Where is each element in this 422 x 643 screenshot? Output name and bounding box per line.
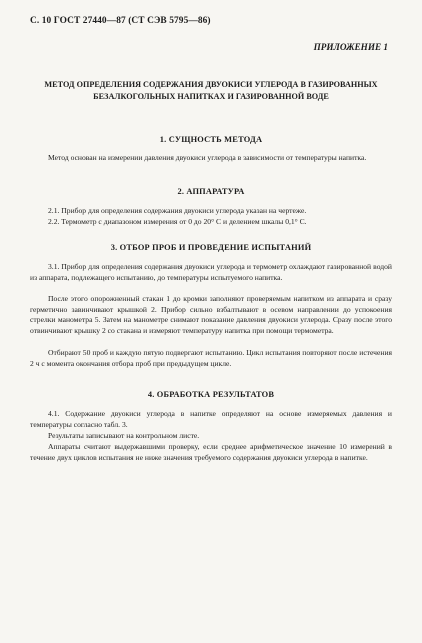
section-3-para-1: 3.1. Прибор для определения содержания двуокиси углерода и термометр охлаждают газированной водой из аппарата, подлежащего испытанию, до температуры испытуемого напитка. (30, 262, 392, 282)
section-2-para-1: 2.1. Прибор для определения содержания двуокиси углерода указан на чертеже. (48, 206, 307, 215)
section-3-para-2: После этого опорожненный стакан 1 до кромки заполняют проверяемым напитком из аппарата и сразу герметично завинчивают крышкой 2. Прибор сильно взбалтывают в осевом направлении до успокоения стрелки манометра 5. Затем на манометре снимают показание давления двуокиси углерода. Сразу после этого отвинчивают крышку 2 со стакана и измеряют температуру напитка при помощи термометра. (30, 294, 392, 335)
section-1-text: Метод основан на измерении давления двуокиси углерода в зависимости от температуры напитка. (48, 153, 367, 162)
appendix-label: ПРИЛОЖЕНИЕ 1 (313, 42, 388, 52)
section-2-para-2: 2.2. Термометр с диапазоном измерения от 0 до 20° С и делением шкалы 0,1° С. (48, 217, 307, 226)
section-3-heading: 3. ОТБОР ПРОБ И ПРОВЕДЕНИЕ ИСПЫТАНИЙ (110, 243, 312, 252)
section-4-para-1: 4.1. Содержание двуокиси углерода в напитке определяют на основе измеряемых давления и температуры согласно табл. 3. (30, 409, 392, 429)
section-2-heading: 2. АППАРАТУРА (177, 187, 245, 196)
section-3-para-3: Отбирают 50 проб и каждую пятую подвергают испытанию. Цикл испытания повторяют после истечения 2 ч с момента окончания отбора проб при предыдущем цикле. (30, 348, 392, 368)
section-4-para-2: Результаты записывают на контрольном листе. (48, 431, 200, 440)
section-1-heading: 1. СУЩНОСТЬ МЕТОДА (159, 135, 263, 144)
page-header: С. 10 ГОСТ 27440—87 (СТ СЭВ 5795—86) (30, 16, 211, 26)
section-4-heading: 4. ОБРАБОТКА РЕЗУЛЬТАТОВ (147, 390, 275, 399)
document-title: МЕТОД ОПРЕДЕЛЕНИЯ СОДЕРЖАНИЯ ДВУОКИСИ УГЛЕРОДА В ГАЗИРОВАННЫХ БЕЗАЛКОГОЛЬНЫХ НАПИТКАХ И ГАЗИРОВАННОЙ ВОДЕ (44, 80, 378, 101)
section-4-para-3: Аппараты считают выдержавшими проверку, если среднее арифметическое значение 10 измерений в течение двух циклов испытания не ниже значения требуемого содержания двуокиси углерода в напитке. (30, 442, 392, 462)
